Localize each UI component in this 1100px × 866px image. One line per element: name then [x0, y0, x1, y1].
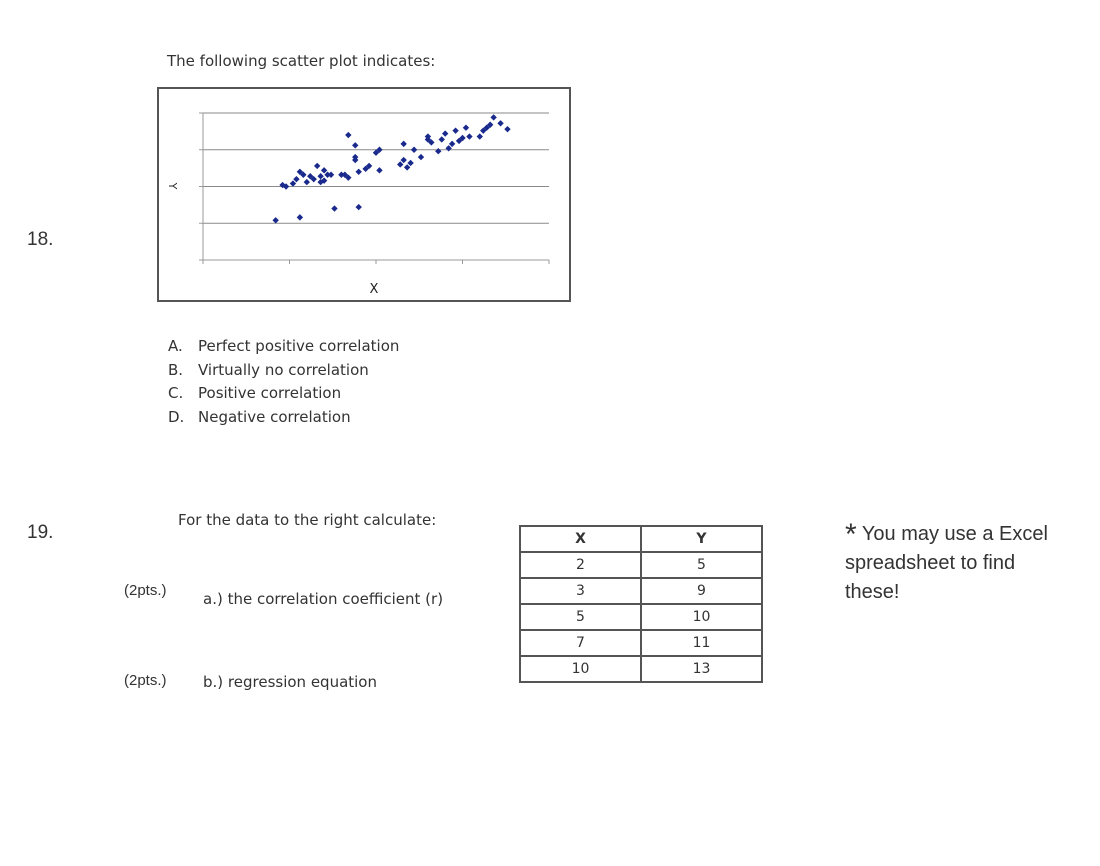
scatter-point [477, 133, 483, 139]
chart-axes [199, 113, 549, 264]
question-18-prompt: The following scatter plot indicates: [167, 52, 436, 70]
excel-hint-note [845, 520, 1065, 607]
question-19-prompt: For the data to the right calculate: [178, 511, 437, 529]
table-row [520, 630, 762, 656]
question-19-number: 19. [27, 522, 54, 543]
scatter-point [497, 120, 503, 126]
scatter-point [314, 163, 320, 169]
table-cell-y: 9 [641, 578, 762, 604]
table-cell-x: 2 [520, 552, 641, 578]
choice-a[interactable] [168, 335, 399, 359]
table-cell-x: 5 [520, 604, 641, 630]
choice-b-letter: B. [168, 360, 184, 379]
table-cell-x: 3 [520, 578, 641, 604]
choice-b-text: Virtually no correlation [198, 360, 369, 379]
choice-a-text: Perfect positive correlation [198, 337, 400, 355]
scatter-point [331, 205, 337, 211]
table-cell-y: 5 [641, 552, 762, 578]
scatter-point [356, 169, 362, 175]
part-b-text: b.) regression equation [203, 673, 377, 691]
scatter-point [439, 136, 445, 142]
scatter-point [404, 164, 410, 170]
question-18-number: 18. [27, 229, 54, 250]
choice-c[interactable] [168, 382, 399, 406]
table-header-x: X [520, 526, 641, 552]
scatter-point [418, 154, 424, 160]
scatter-point [397, 161, 403, 167]
scatter-point [376, 167, 382, 173]
excel-hint-text: You may use a Excel spreadsheet to find these! [845, 523, 1048, 603]
scatter-point [442, 130, 448, 136]
scatter-point [317, 173, 323, 179]
choice-a-letter: A. [168, 337, 183, 355]
chart-gridlines [203, 113, 549, 223]
scatter-point [445, 145, 451, 151]
data-table [519, 525, 763, 683]
scatter-point [463, 125, 469, 131]
scatter-point [411, 147, 417, 153]
scatter-point [504, 126, 510, 132]
table-cell-x: 7 [520, 630, 641, 656]
scatter-plot [157, 87, 571, 302]
scatter-point [452, 127, 458, 133]
scatter-plot-svg [159, 89, 569, 300]
scatter-point [304, 179, 310, 185]
choice-d-text: Negative correlation [198, 407, 351, 426]
table-header-row [520, 526, 762, 552]
scatter-point [435, 148, 441, 154]
table-row [520, 552, 762, 578]
scatter-point [328, 172, 334, 178]
scatter-point [466, 133, 472, 139]
part-a-text: a.) the correlation coefficient (r) [203, 590, 444, 608]
choice-c-letter: C. [168, 384, 184, 402]
scatter-point [297, 214, 303, 220]
scatter-point [449, 141, 455, 147]
asterisk-icon: * [845, 518, 857, 551]
x-axis-label: X [369, 282, 379, 297]
choice-c-text: Positive correlation [198, 384, 342, 402]
table-header-y: Y [641, 526, 762, 552]
scatter-point [356, 204, 362, 210]
part-a-points: (2pts.) [124, 582, 167, 599]
scatter-point [290, 180, 296, 186]
scatter-points [272, 114, 510, 223]
choice-b[interactable] [168, 359, 399, 383]
part-b-points: (2pts.) [124, 672, 167, 689]
choice-d[interactable] [168, 406, 399, 430]
scatter-point [293, 176, 299, 182]
answer-choices [168, 335, 399, 429]
table-cell-y: 10 [641, 604, 762, 630]
table-row [520, 656, 762, 682]
table-row [520, 604, 762, 630]
scatter-point [400, 141, 406, 147]
choice-d-letter: D. [168, 407, 185, 426]
table-row [520, 578, 762, 604]
table-cell-x: 10 [520, 656, 641, 682]
scatter-point [407, 160, 413, 166]
scatter-point [345, 132, 351, 138]
table-cell-y: 11 [641, 630, 762, 656]
scatter-point [321, 167, 327, 173]
scatter-point [272, 217, 278, 223]
table-cell-y: 13 [641, 656, 762, 682]
scatter-point [490, 114, 496, 120]
scatter-point [352, 142, 358, 148]
scatter-point [400, 157, 406, 163]
y-axis-label: Y [166, 182, 179, 190]
